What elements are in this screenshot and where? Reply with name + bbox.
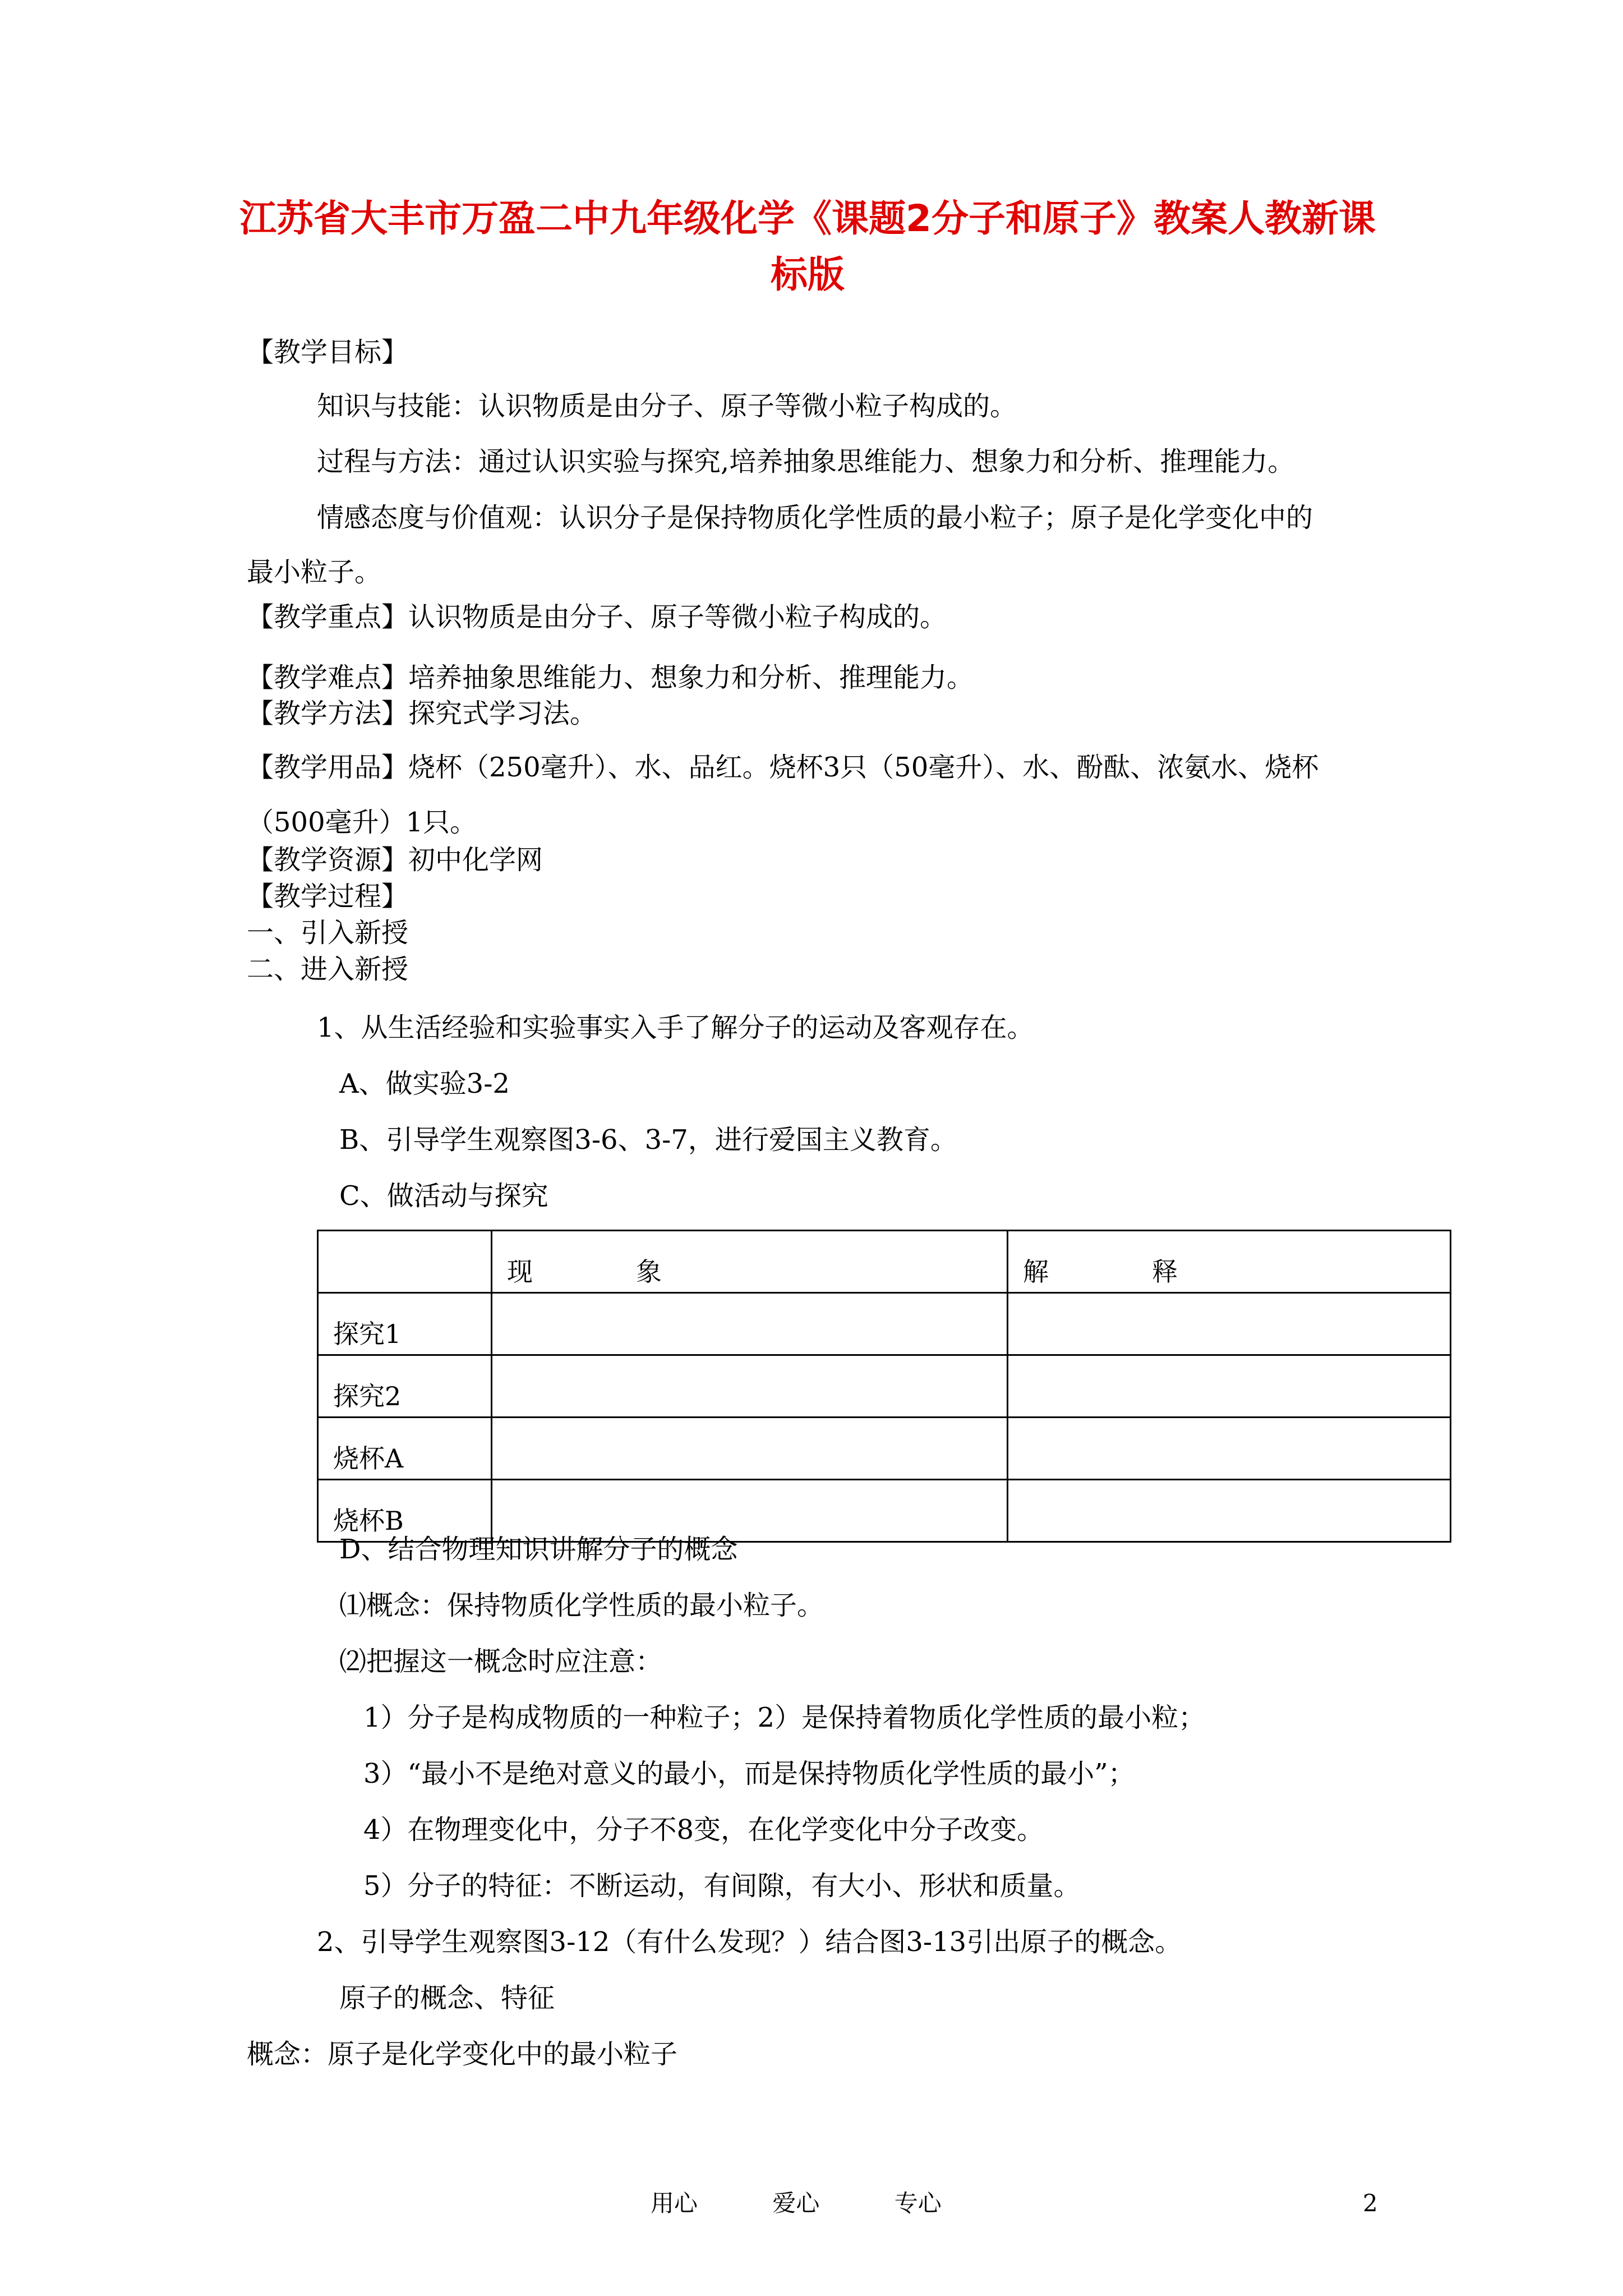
footer-item: 用心 bbox=[651, 2189, 698, 2217]
step-new-lesson: 二、进入新授 bbox=[247, 954, 409, 985]
teaching-materials-cont: （500毫升）1只。 bbox=[247, 807, 477, 838]
table-cell bbox=[1008, 1293, 1451, 1355]
note-4: 4）在物理变化中，分子不8变，在化学变化中分子改变。 bbox=[363, 1814, 1044, 1846]
observation-table bbox=[317, 1230, 1451, 1543]
table-row bbox=[318, 1293, 1451, 1355]
note-5: 5）分子的特征：不断运动，有间隙，有大小、形状和质量。 bbox=[363, 1870, 1081, 1902]
table-cell-label: 探究2 bbox=[318, 1355, 492, 1418]
page-footer bbox=[651, 2188, 1009, 2219]
note-3: 3）“最小不是绝对意义的最小，而是保持物质化学性质的最小”； bbox=[363, 1758, 1135, 1789]
document-title: 江苏省大丰市万盈二中九年级化学《课题2分子和原子》教案人教新课标版 bbox=[239, 197, 1376, 296]
table-header-cell bbox=[318, 1231, 492, 1293]
item-1: 1、从生活经验和实验事实入手了解分子的运动及客观存在。 bbox=[317, 1012, 1034, 1043]
table-header-cell: 现 象 bbox=[492, 1231, 1008, 1293]
step-introduction: 一、引入新授 bbox=[247, 917, 409, 949]
objective-process: 过程与方法：通过认识实验与探究,培养抽象思维能力、想象力和分析、推理能力。 bbox=[317, 446, 1295, 477]
table-row bbox=[318, 1355, 1451, 1418]
objective-attitude-cont: 最小粒子。 bbox=[247, 556, 382, 588]
table-row bbox=[318, 1418, 1451, 1480]
teaching-resources: 【教学资源】初中化学网 bbox=[247, 844, 543, 876]
table-cell-label: 探究1 bbox=[318, 1293, 492, 1355]
table-header-cell: 解 释 bbox=[1008, 1231, 1451, 1293]
note-1-2: 1）分子是构成物质的一种粒子；2）是保持着物质化学性质的最小粒； bbox=[363, 1702, 1206, 1733]
difficult-point: 【教学难点】培养抽象思维能力、想象力和分析、推理能力。 bbox=[247, 662, 974, 693]
footer-item: 爱心 bbox=[772, 2189, 820, 2217]
atom-definition: 概念：原子是化学变化中的最小粒子 bbox=[247, 2039, 678, 2070]
table-cell bbox=[1008, 1355, 1451, 1418]
section-heading-process: 【教学过程】 bbox=[247, 881, 409, 912]
teaching-materials: 【教学用品】烧杯（250毫升）、水、品红。烧杯3只（50毫升）、水、酚酞、浓氨水、烧杯 bbox=[247, 752, 1319, 783]
table-cell bbox=[1008, 1480, 1451, 1542]
table-header-row bbox=[318, 1231, 1451, 1293]
section-heading-objectives: 【教学目标】 bbox=[247, 337, 409, 368]
concept-notes-heading: ⑵把握这一概念时应注意： bbox=[339, 1646, 663, 1677]
item-c: C、做活动与探究 bbox=[339, 1180, 548, 1212]
table-cell bbox=[492, 1293, 1008, 1355]
atom-heading: 原子的概念、特征 bbox=[339, 1982, 555, 2014]
item-a: A、做实验3-2 bbox=[339, 1068, 510, 1099]
table-cell bbox=[1008, 1418, 1451, 1480]
table-cell bbox=[492, 1355, 1008, 1418]
teaching-method: 【教学方法】探究式学习法。 bbox=[247, 698, 597, 729]
table-cell-label: 烧杯B bbox=[318, 1480, 492, 1542]
item-b: B、引导学生观察图3-6、3-7，进行爱国主义教育。 bbox=[339, 1124, 957, 1156]
item-2: 2、引导学生观察图3-12（有什么发现？）结合图3-13引出原子的概念。 bbox=[317, 1926, 1182, 1958]
page-number: 2 bbox=[1363, 2189, 1378, 2217]
item-d: D、结合物理知识讲解分子的概念 bbox=[339, 1534, 738, 1565]
objective-attitude: 情感态度与价值观：认识分子是保持物质化学性质的最小粒子；原子是化学变化中的 bbox=[317, 502, 1313, 533]
footer-item: 专心 bbox=[894, 2189, 942, 2217]
table-cell-label: 烧杯A bbox=[318, 1418, 492, 1480]
objective-knowledge: 知识与技能：认识物质是由分子、原子等微小粒子构成的。 bbox=[317, 390, 1017, 422]
table-cell bbox=[492, 1418, 1008, 1480]
concept-definition: ⑴概念：保持物质化学性质的最小粒子。 bbox=[339, 1590, 824, 1621]
key-point: 【教学重点】认识物质是由分子、原子等微小粒子构成的。 bbox=[247, 601, 947, 633]
